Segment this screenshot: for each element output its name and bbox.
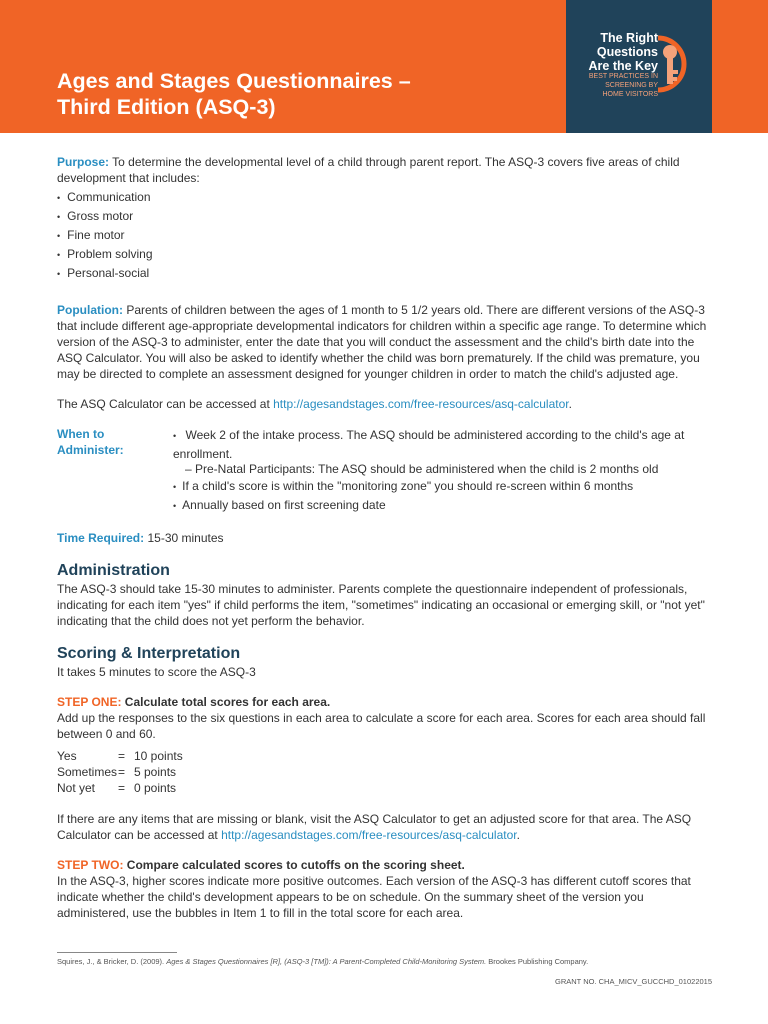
table-row [57, 748, 183, 764]
points-eq: = [118, 749, 126, 763]
grant-number: GRANT NO. CHA_MICV_GUCCHD_01022015 [555, 977, 712, 986]
logo-title-line-1: The Right [600, 31, 658, 45]
points-eq: = [118, 765, 126, 779]
when-to-administer-section [57, 426, 717, 515]
table-row [57, 764, 183, 780]
population-label: Population: [57, 303, 123, 317]
citation-title: Ages & Stages Questionnaires [R], (ASQ-3 [TM]): A Parent-Completed Child-Monitoring System. [166, 957, 487, 966]
step-one [57, 694, 717, 742]
population-text: Parents of children between the ages of 1 month to 5 1/2 years old. There are different versions of the ASQ-3 that include different age-appropriate developmental indicators for children within a specific age range. To determine which version of the ASQ-3 to administer, enter the date that you will conduct the assessment and the child's birth date into the ASQ Calculator. You will also be asked to identify whether the child was born prematurely. If the child was premature, you may be directed to complete an assessment designed for younger children in order to match the child's adjusted age. [57, 303, 707, 381]
points-answer: Not yet [57, 781, 96, 795]
calculator-text: The ASQ Calculator can be accessed at [57, 397, 274, 411]
step-one-text: Add up the responses to the six questions in each area to calculate a score for each area. Scores for each area should fall between 0 and 60. [57, 711, 706, 741]
time-required [57, 530, 717, 546]
scoring-intro: It takes 5 minutes to score the ASQ-3 [57, 665, 256, 679]
list-item: • Fine motor [57, 226, 717, 245]
when-list [173, 426, 717, 515]
list-item: • Communication [57, 188, 717, 207]
table-row [57, 780, 183, 796]
missing-text: If there are any items that are missing or blank, visit the ASQ Calculator to get an adjusted score for that area. The ASQ Calculator can be accessed at [57, 812, 692, 842]
list-item: • Personal-social [57, 264, 717, 283]
calculator-paragraph [57, 396, 717, 412]
logo-subtitle-line-3: HOME VISITORS [602, 91, 658, 98]
asq-calculator-link-2[interactable]: http://agesandstages.com/free-resources/asq-calculator [221, 828, 517, 842]
key-icon [652, 30, 692, 96]
time-label: Time Required: [57, 531, 145, 545]
when-label: When to Administer: [57, 427, 124, 457]
points-answer: Yes [57, 749, 77, 763]
area-list [57, 188, 717, 283]
header-banner [0, 0, 768, 133]
step-two-label: STEP TWO: [57, 858, 124, 872]
logo-title-line-2: Questions [596, 45, 658, 59]
population-section [57, 302, 717, 382]
administration-heading: Administration [57, 562, 170, 579]
list-item: • Gross motor [57, 207, 717, 226]
title-line-2: Third Edition (ASQ-3) [57, 95, 276, 119]
step-two [57, 857, 717, 921]
list-item: • If a child's score is within the "monitoring zone" you should re-screen within 6 months [173, 477, 717, 496]
points-value: 10 points [134, 749, 183, 763]
list-item: • Problem solving [57, 245, 717, 264]
calculator-end: . [568, 397, 572, 411]
missing-items-paragraph [57, 811, 717, 843]
step-two-title: Compare calculated scores to cutoffs on the scoring sheet. [123, 858, 465, 872]
asq-calculator-link[interactable]: http://agesandstages.com/free-resources/asq-calculator [273, 397, 569, 411]
step-two-text: In the ASQ-3, higher scores indicate more positive outcomes. Each version of the ASQ-3 has different cutoff scores that indicate whether the child's development appears to be on schedule. On the summary sheet of the version you administered, use the bubbles in Item 1 to fill in the total score for each area. [57, 874, 691, 920]
page-title [57, 68, 411, 120]
footnote-divider [57, 952, 177, 953]
purpose-section [57, 154, 717, 283]
points-answer: Sometimes [57, 765, 118, 779]
main-content [57, 154, 717, 921]
list-item [173, 426, 717, 477]
administration-text: The ASQ-3 should take 15-30 minutes to administer. Parents complete the questionnaire independent of professionals, indicating for each item "yes" if child performs the item, "sometimes" indicating an occasional or emerging skill, or "not yet" indicating that the child does not yet perform the behavior. [57, 582, 705, 628]
when-item-1-sub: – Pre-Natal Participants: The ASQ should be administered when the child is 2 months old [185, 462, 659, 476]
scoring-heading: Scoring & Interpretation [57, 645, 241, 662]
list-item: • Annually based on first screening date [173, 496, 717, 515]
logo-title-line-3: Are the Key [588, 59, 658, 73]
citation-authors: Squires, J., & Bricker, D. (2009). [57, 957, 167, 966]
program-logo [566, 0, 712, 133]
points-eq: = [118, 781, 126, 795]
logo-subtitle-line-2: SCREENING BY [605, 82, 658, 89]
logo-title [574, 31, 658, 73]
step-one-label: STEP ONE: [57, 695, 122, 709]
purpose-label: Purpose: [57, 155, 110, 169]
time-text: 15-30 minutes [144, 531, 224, 545]
points-value: 5 points [134, 765, 177, 779]
missing-end: . [516, 828, 520, 842]
when-item-1: Week 2 of the intake process. The ASQ should be administered according to the child's age at enrollment. [173, 428, 685, 461]
citation [57, 957, 588, 967]
points-table [57, 748, 183, 796]
points-value: 0 points [134, 781, 177, 795]
citation-publisher: Brookes Publishing Company. [486, 957, 589, 966]
purpose-text: To determine the developmental level of a child through parent report. The ASQ-3 covers five areas of child development that includes: [57, 155, 680, 185]
title-line-1: Ages and Stages Questionnaires – [57, 69, 411, 93]
logo-subtitle [574, 72, 658, 99]
step-one-title: Calculate total scores for each area. [121, 695, 331, 709]
logo-subtitle-line-1: BEST PRACTICES IN [588, 73, 658, 80]
